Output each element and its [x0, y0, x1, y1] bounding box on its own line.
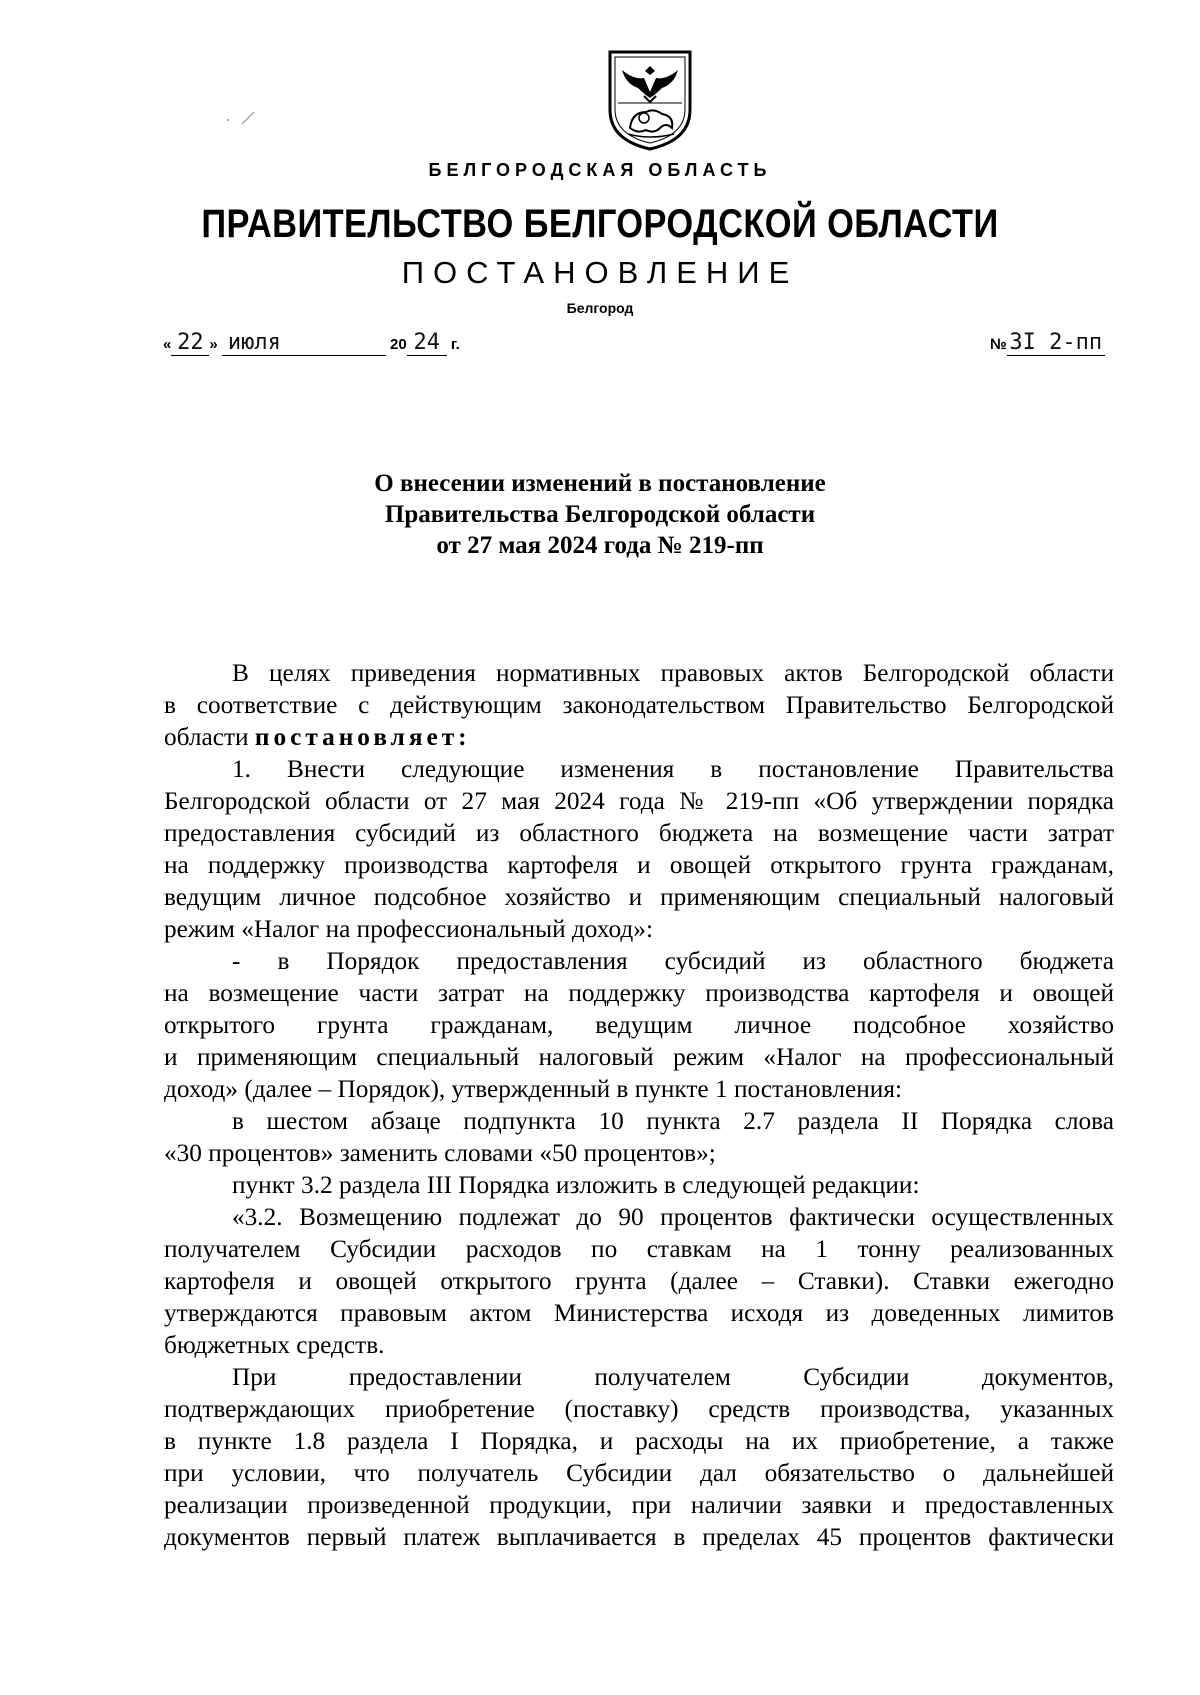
date-year-prefix: 20 — [390, 336, 407, 353]
text-line: доход» (далее – Порядок), утвержденный в пункте 1 постановления: — [164, 1075, 902, 1103]
text-line: документов первый платеж выплачивается в пределах 45 процентов фактически — [164, 1523, 1114, 1551]
text-line: 1. Внести следующие изменения в постановление Правительства — [232, 755, 1114, 783]
date-open-quote: « — [163, 336, 172, 353]
document-body — [164, 657, 1114, 1553]
city-name: Белгород — [566, 300, 634, 316]
text-line: подтверждающих приобретение (поставку) средств производства, указанных — [164, 1395, 1114, 1423]
text-line — [164, 721, 1114, 753]
text-line: и применяющим специальный налоговый режим «Налог на профессиональный — [164, 1043, 1114, 1071]
date-close-quote: » — [209, 336, 218, 353]
document-type: ПОСТАНОВЛЕНИЕ — [401, 255, 799, 290]
text-line: пункт 3.2 раздела III Порядка изложить в следующей редакции: — [232, 1171, 920, 1199]
decree-verb: постановляет: — [254, 723, 471, 751]
text-line: реализации произведенной продукции, при наличии заявки и предоставленных — [164, 1491, 1114, 1519]
document-title — [0, 468, 1200, 561]
title-line: Правительства Белгородской области — [384, 501, 816, 528]
text-line: получателем Субсидии расходов по ставкам на 1 тонну реализованных — [164, 1235, 1114, 1263]
text-line: режим «Налог на профессиональный доход»: — [164, 915, 653, 943]
title-line: О внесении изменений в постановление — [374, 470, 826, 497]
text-line: в шестом абзаце подпункта 10 пункта 2.7 раздела II Порядка слова — [232, 1107, 1114, 1135]
text-line: на возмещение части затрат на поддержку производства картофеля и овощей — [164, 979, 1114, 1007]
date-field — [163, 330, 460, 360]
text-line: в соответствие с действующим законодательством Правительство Белгородской — [164, 691, 1114, 719]
text-line: «3.2. Возмещению подлежат до 90 процентов фактически осуществленных — [232, 1203, 1114, 1231]
government-title: ПРАВИТЕЛЬСТВО БЕЛГОРОДСКОЙ ОБЛАСТИ — [201, 202, 999, 246]
region-name: БЕЛГОРОДСКАЯ ОБЛАСТЬ — [428, 160, 772, 180]
text-line: утверждаются правовым актом Министерства исходя из доведенных лимитов — [164, 1299, 1114, 1327]
text-line: открытого грунта гражданам, ведущим личное подсобное хозяйство — [164, 1011, 1114, 1039]
title-line: от 27 мая 2024 года № 219-пп — [436, 532, 764, 559]
text-line: При предоставлении получателем Субсидии документов, — [232, 1363, 1114, 1391]
text-line: «30 процентов» заменить словами «50 процентов»; — [164, 1139, 716, 1167]
date-day: 22 — [177, 330, 204, 355]
document-number: 3I 2-пп — [1009, 330, 1103, 355]
coat-of-arms-emblem — [604, 48, 696, 152]
text-line: бюджетных средств. — [164, 1331, 385, 1359]
text-line: в пункте 1.8 раздела I Порядка, и расходы на их приобретение, а также — [164, 1427, 1114, 1455]
number-label: № — [990, 336, 1007, 353]
text-fragment: области — [164, 723, 249, 751]
date-month: июля — [227, 330, 281, 355]
text-line: картофеля и овощей открытого грунта (далее – Ставки). Ставки ежегодно — [164, 1267, 1114, 1295]
text-line: В целях приведения нормативных правовых актов Белгородской области — [232, 659, 1114, 687]
text-line: при условии, что получатель Субсидии дал обязательство о дальнейшей — [164, 1459, 1114, 1487]
date-year-unit: г. — [450, 336, 460, 353]
scan-mark-icon — [220, 108, 260, 128]
text-line: - в Порядок предоставления субсидий из областного бюджета — [232, 947, 1114, 975]
date-year-suffix: 24 — [413, 330, 440, 355]
coat-of-arms-icon — [604, 48, 696, 152]
text-line: на поддержку производства картофеля и овощей открытого грунта гражданам, — [164, 851, 1114, 879]
text-line: предоставления субсидий из областного бюджета на возмещение части затрат — [164, 819, 1114, 847]
document-number-field — [990, 330, 1105, 360]
text-line: Белгородской области от 27 мая 2024 года № 219-пп «Об утверждении порядка — [164, 787, 1114, 815]
text-line: ведущим личное подсобное хозяйство и применяющим специальный налоговый — [164, 883, 1114, 911]
